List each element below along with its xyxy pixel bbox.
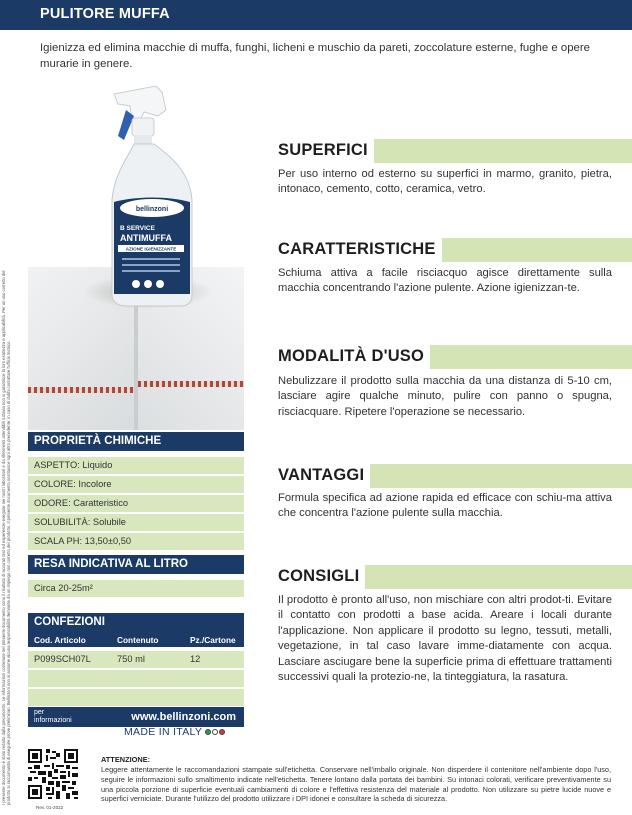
section-consigli <box>278 565 632 589</box>
section-caratteristiche <box>278 238 632 262</box>
section-title: MODALITÀ D'USO <box>278 345 430 369</box>
info-label-line1: per <box>34 709 45 716</box>
section-title: CARATTERISTICHE <box>278 238 442 262</box>
page-title: PULITORE MUFFA <box>40 6 170 22</box>
chemical-row-solubility: SOLUBILITÀ: Solubile <box>28 514 244 531</box>
section-text: Formula specifica ad azione rapida ed efficace con schiu-ma attiva che concentra l'azione pulente sulla macchia. <box>278 492 612 520</box>
made-in-text: MADE IN ITALY <box>124 726 203 738</box>
packages-table-header <box>28 632 244 647</box>
section-text: Schiuma attiva a facile risciacquo agisce direttamente sulla macchia concentrando l'azione pulente. Azione igienizzan-te. <box>278 267 612 295</box>
yield-value: Circa 20-25m² <box>28 580 244 597</box>
col-code: Cod. Articolo <box>34 635 86 645</box>
bottle-name: ANTIMUFFA <box>120 233 172 243</box>
section-superfici <box>278 139 632 163</box>
flag-green-icon <box>205 729 211 735</box>
bottle-line: B SERVICE <box>120 225 155 232</box>
info-label-line2: informazioni <box>34 716 72 724</box>
section-title: CONSIGLI <box>278 565 365 589</box>
intro-text: Igienizza ed elimina macchie di muffa, funghi, licheni e muschio da pareti, zoccolature esterne, fughe e opere murarie in genere. <box>40 42 591 70</box>
chemical-row-appearance: ASPETTO: Liquido <box>28 457 244 474</box>
attention-text: Leggere attentamente le raccomandazioni stampate sull'etichetta. Conservare nell'imballo originale. Non disperdere il contenitore nell'ambiente dopo l'uso, seguire le informazioni sullo smaltimento indicate nell'etichetta. Tenere lontano dalla portata dei bambini. Su intonaci colorati, verificare preventivamente su una piccola porzione di superficie eventuali cambiamenti di colore e l'effettiva resistenza del materiale al prodotto. Non utilizzare su pietre lucide nuove e superfici verniciate. Durante l'utilizzo del prodotto utilizzare i DPI idonei e consultare la scheda di sicurezza. <box>101 765 611 804</box>
cell-box: 12 <box>190 654 201 664</box>
table-row <box>28 689 244 706</box>
chemical-row-color: COLORE: Incolore <box>28 476 244 493</box>
section-vantaggi <box>278 464 632 488</box>
section-title: VANTAGGI <box>278 464 370 488</box>
website-link[interactable]: www.bellinzoni.com <box>131 711 236 723</box>
bottle-brand: bellinzoni <box>135 206 169 213</box>
flag-white-icon <box>212 729 218 735</box>
section-text: Il prodotto è pronto all'uso, non mischiare con altri prodot-ti. Evitare il contatto con prodotti a base acida. Areare i locali durante l'applicazione. Non applicare il prodotto su legno, tessuti, metalli, vegetazione, in tal caso lavare imme-diatamente con acqua. Lasciare asciugare bene la superficie prima di effettuare trattamenti successivi quali la protezio-ne, la tinteggiatura, la rasatura. <box>278 594 612 684</box>
col-content: Contenuto <box>117 635 159 645</box>
side-legal-note <box>2 270 20 805</box>
cell-code: P099SCH07L <box>34 654 91 664</box>
bottle-subtitle: AZIONE IGIENIZZANTE <box>125 246 177 252</box>
chemical-row-ph: SCALA PH: 13,50±0,50 <box>28 533 244 550</box>
tile-border-right <box>138 381 244 387</box>
header-bar <box>0 0 632 30</box>
packages-header: CONFEZIONI <box>28 613 244 632</box>
info-bar <box>28 707 244 727</box>
section-text: Nebulizzare il prodotto sulla macchia da una distanza di 5-10 cm, lasciare agire qualche minuto, pulire con panno o spugna, risciacquare. Ripetere l'operazione se necessario. <box>278 375 612 418</box>
attention-title: ATTENZIONE: <box>101 755 151 764</box>
section-title: SUPERFICI <box>278 139 374 163</box>
side-legal-text: I presente documento è stato redatto dalla preconcetto. Le informazioni contenute nel presente documento sono il risultato di accurati test ed esperienze eseguite nei nostri laboratori e da riferimenti attendibili tuttavia non si garantisce la loro esattezza e applicabilità. Per un uso corretto del prodotto si raccomanda di eseguire prove preliminari. Bellinzoni non si assume alcuna responsabilità derivante da un impiego non corretto del prodotto. Il presente documento sostituisce ogni altro precedente; in caso di dubbi contattare l'ufficio tecnico. <box>1 270 11 805</box>
product-image <box>28 75 244 430</box>
table-row <box>28 670 244 687</box>
yield-header: RESA INDICATIVA AL LITRO <box>28 555 244 574</box>
cell-content: 750 ml <box>117 654 145 664</box>
spray-bottle-image <box>96 80 206 310</box>
table-row <box>28 651 244 668</box>
revision-label: Rev. 01-2022 <box>36 805 64 810</box>
wall-corner <box>134 300 138 430</box>
chemical-row-odor: ODORE: Caratteristico <box>28 495 244 512</box>
flag-red-icon <box>219 729 225 735</box>
made-in-italy <box>124 726 225 738</box>
chemical-properties-header: PROPRIETÀ CHIMICHE <box>28 432 244 451</box>
section-text: Per uso interno od esterno su superfici in marmo, granito, pietra, intonaco, cemento, cotto, ceramica, vetro. <box>278 168 612 196</box>
section-modalita-uso <box>278 345 632 369</box>
qr-code-icon[interactable] <box>28 749 78 799</box>
info-label <box>34 709 72 724</box>
col-box: Pz./Cartone <box>190 635 236 645</box>
tile-border-left <box>28 387 134 393</box>
